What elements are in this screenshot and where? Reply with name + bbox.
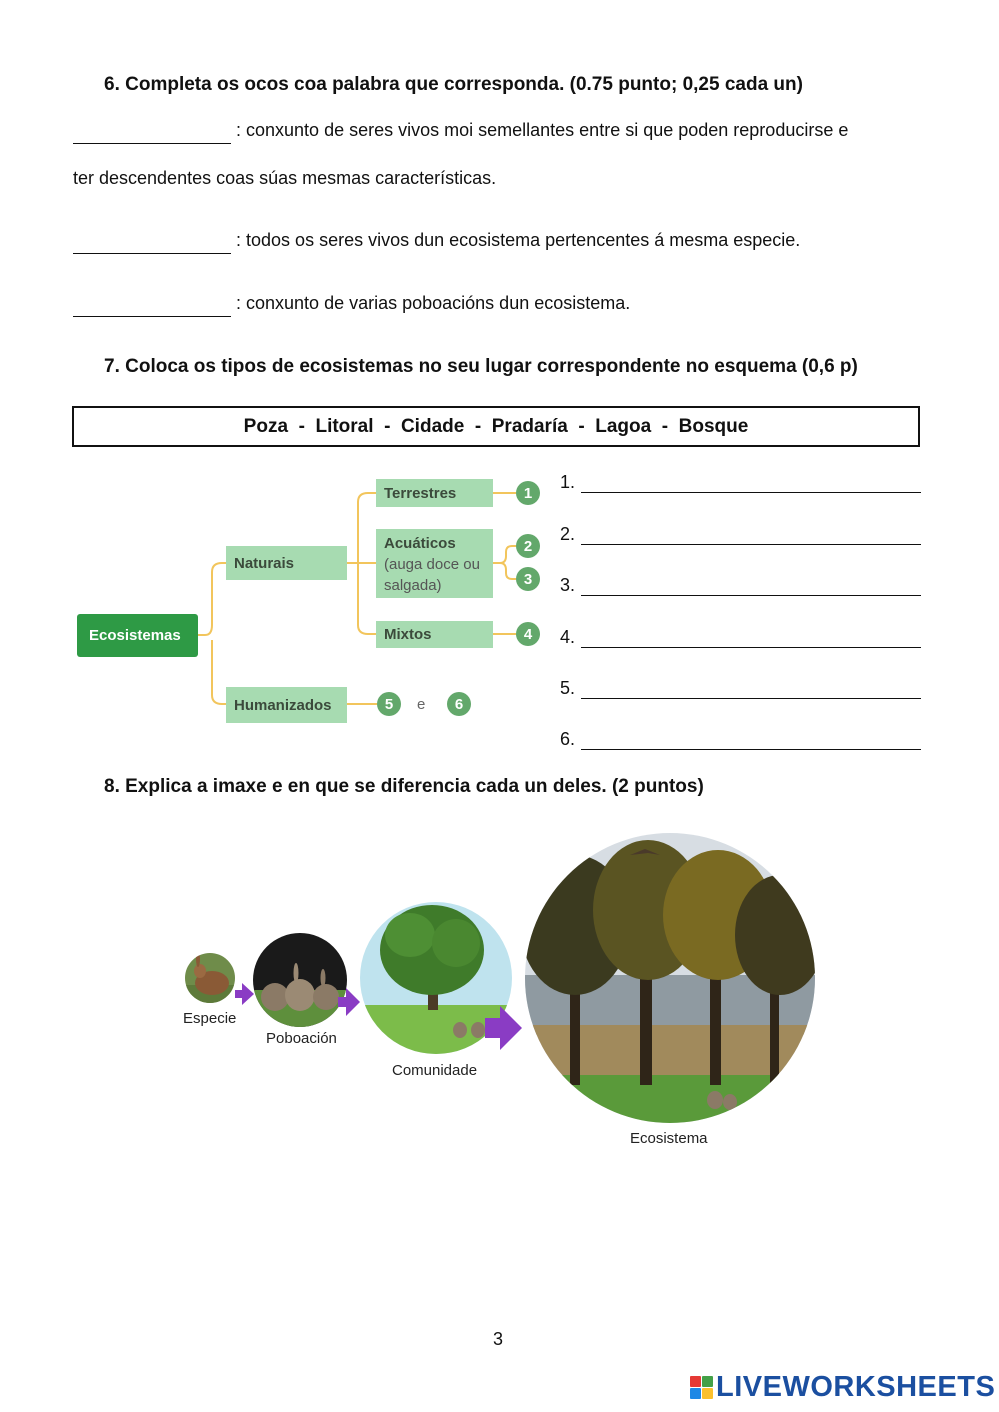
badge-2: 2 [516, 534, 540, 558]
node-naturais: Naturais [226, 546, 347, 580]
answer-label-4: 4. [560, 627, 576, 647]
connector-mixtos [358, 563, 376, 634]
answer-input-3[interactable] [581, 571, 921, 596]
question-7-title: 7. Coloca os tipos de ecosistemas no seu lugar correspondente no esquema (0,6 p) [104, 356, 858, 377]
question-6-title: 6. Completa os ocos coa palabra que corresponda. (0.75 punto; 0,25 cada un) [104, 74, 803, 95]
word-bank: Poza - Litoral - Cidade - Pradaría - Lagoa - Bosque [72, 406, 920, 447]
node-acuaticos-label: Acuáticos [384, 535, 456, 552]
node-terrestres: Terrestres [376, 479, 493, 507]
answer-label-3: 3. [560, 575, 576, 595]
logo-grid-icon [690, 1376, 713, 1399]
ecosistema-image [520, 833, 825, 1123]
ecology-levels-illustration [170, 825, 830, 1135]
answer-label-5: 5. [560, 678, 576, 698]
connector-root-naturais [198, 563, 226, 635]
caption-ecosistema: Ecosistema [630, 1130, 708, 1147]
node-acuaticos-sub-2: salgada) [384, 577, 442, 594]
answer-input-4[interactable] [581, 623, 921, 648]
page-number: 3 [493, 1329, 504, 1349]
definition-3-text: : conxunto de varias poboacións dun ecosistema. [236, 293, 631, 313]
badge-4: 4 [516, 622, 540, 646]
answer-input-5[interactable] [581, 674, 921, 699]
answer-input-1[interactable] [581, 468, 921, 493]
caption-comunidade: Comunidade [392, 1062, 478, 1079]
brand-name: LIVEWORKSHEETS [716, 1371, 996, 1403]
connector-badge-2 [493, 546, 516, 563]
node-acuaticos [376, 529, 493, 598]
logo-square-e [702, 1388, 713, 1399]
and-word: e [417, 696, 426, 713]
badge-6: 6 [447, 692, 471, 716]
logo-square-i [702, 1376, 713, 1387]
badge-3: 3 [516, 567, 540, 591]
answer-line-2 [560, 520, 921, 545]
node-mixtos: Mixtos [376, 621, 493, 648]
caption-especie: Especie [183, 1010, 237, 1027]
answer-label-2: 2. [560, 524, 576, 544]
node-acuaticos-sub-1: (auga doce ou [384, 556, 480, 573]
caption-poboacion: Poboación [266, 1030, 337, 1047]
liveworksheets-logo[interactable] [690, 1371, 995, 1404]
logo-square-v [690, 1388, 701, 1399]
connector-root-humanizados [212, 640, 226, 704]
answer-line-4 [560, 623, 921, 648]
logo-square-l [690, 1376, 701, 1387]
definition-1-continued: ter descendentes coas súas mesmas características. [73, 168, 497, 188]
connector-terrestres [358, 493, 376, 563]
badge-5: 5 [377, 692, 401, 716]
answer-line-6 [560, 725, 921, 750]
answer-label-6: 6. [560, 729, 576, 749]
definition-2-text: : todos os seres vivos dun ecosistema pertencentes á mesma especie. [236, 230, 801, 250]
answer-line-5 [560, 674, 921, 699]
node-humanizados: Humanizados [226, 687, 347, 723]
answer-line-3 [560, 571, 921, 596]
badge-1: 1 [516, 481, 540, 505]
connector-badge-3 [500, 563, 516, 579]
arrow-icon [235, 983, 254, 1005]
answer-input-2[interactable] [581, 520, 921, 545]
answer-input-6[interactable] [581, 725, 921, 750]
definition-1-text: : conxunto de seres vivos moi semellantes entre si que poden reproducirse e [236, 120, 849, 140]
answer-label-1: 1. [560, 472, 576, 492]
node-ecosistemas: Ecosistemas [77, 614, 198, 657]
especie-image [180, 945, 240, 1015]
answer-line-1 [560, 468, 921, 493]
poboacion-image [250, 930, 350, 1030]
question-8-title: 8. Explica a imaxe e en que se diferencia cada un deles. (2 puntos) [104, 776, 704, 797]
